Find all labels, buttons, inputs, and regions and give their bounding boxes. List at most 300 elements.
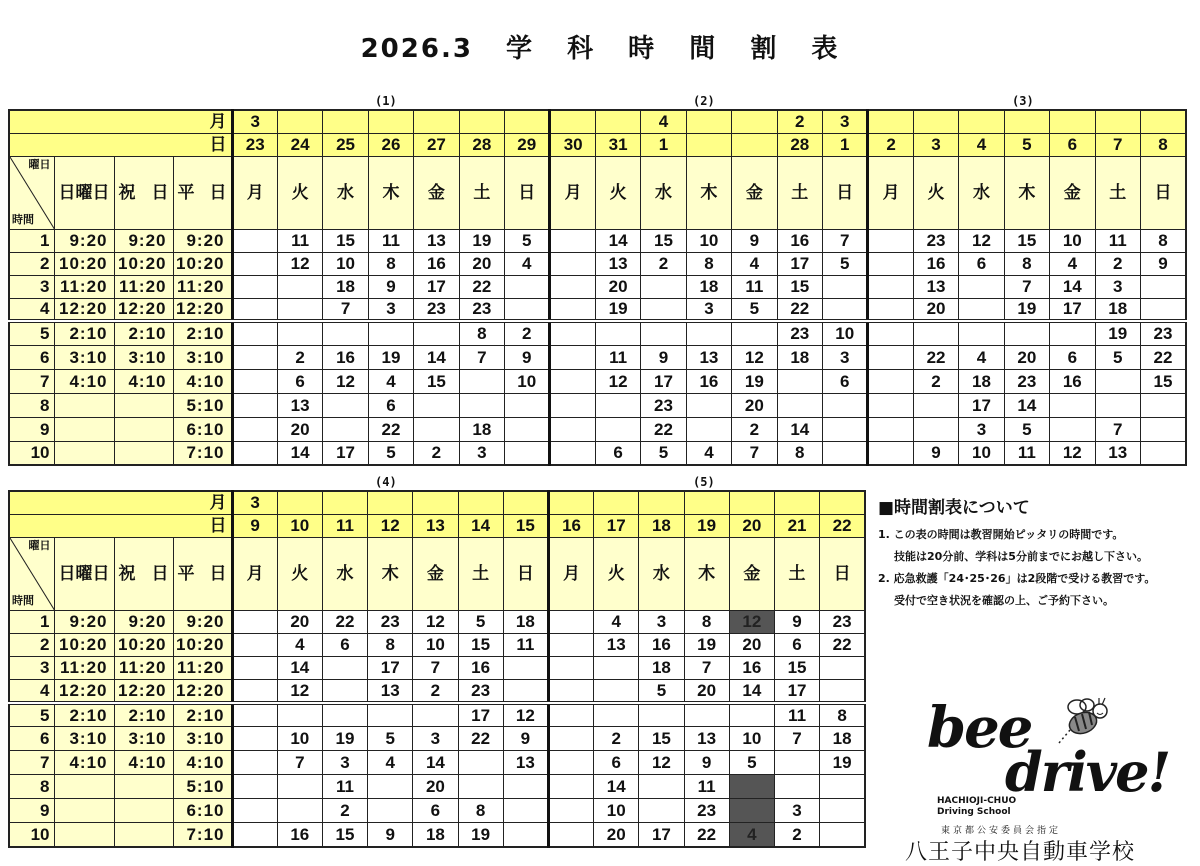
lesson-number-cell: 11: [684, 775, 729, 799]
lesson-number-cell: [505, 298, 550, 321]
lesson-number-cell: 9: [1140, 252, 1186, 275]
lesson-number-cell: 14: [277, 441, 322, 465]
lesson-number-cell: [820, 799, 865, 823]
lesson-number-cell: 23: [458, 680, 503, 703]
day-of-week-cell: 日: [822, 156, 867, 229]
day-of-week-cell: 火: [594, 537, 639, 610]
sunday-time: [54, 441, 114, 465]
lesson-number-cell: 12: [277, 680, 322, 703]
lesson-number-cell: [548, 823, 593, 847]
sunday-header: 日曜日: [54, 156, 114, 229]
lesson-number-cell: [1140, 393, 1186, 417]
period-number: 8: [9, 393, 54, 417]
lesson-number-cell: [232, 441, 277, 465]
period-number: 2: [9, 633, 54, 656]
title-char: 学: [506, 34, 535, 64]
lesson-number-cell: 17: [458, 703, 503, 727]
lesson-number-cell: 13: [686, 345, 731, 369]
lesson-number-cell: [322, 656, 367, 679]
lesson-number-cell: [232, 823, 277, 847]
lesson-number-cell: [232, 775, 277, 799]
lesson-number-cell: 4: [959, 345, 1004, 369]
lesson-number-cell: 6: [594, 751, 639, 775]
lesson-number-cell: [548, 680, 593, 703]
lesson-number-cell: 20: [595, 275, 640, 298]
title-char: 時: [628, 34, 657, 64]
lesson-number-cell: [913, 321, 958, 345]
lesson-number-cell: 7: [413, 656, 458, 679]
lesson-number-cell: 14: [414, 345, 459, 369]
period-number: 4: [9, 298, 54, 321]
month-cell: [820, 491, 865, 514]
lesson-number-cell: 22: [322, 610, 367, 633]
lesson-number-cell: [550, 393, 595, 417]
lesson-number-cell: 6: [959, 252, 1004, 275]
blocked-lesson-cell: 12: [729, 610, 774, 633]
lesson-number-cell: 16: [1050, 369, 1095, 393]
lesson-number-cell: 23: [368, 610, 413, 633]
holiday-time: 3:10: [114, 727, 173, 751]
day-of-week-cell: 土: [774, 537, 819, 610]
lesson-number-cell: [548, 775, 593, 799]
lesson-number-cell: 7: [774, 727, 819, 751]
week-label-3: (3): [1012, 94, 1034, 108]
lesson-number-cell: [232, 275, 277, 298]
sunday-time: 10:20: [54, 633, 114, 656]
lesson-number-cell: 10: [729, 727, 774, 751]
period-number: 6: [9, 727, 54, 751]
weekday-time: 5:10: [173, 393, 232, 417]
lesson-number-cell: 9: [368, 275, 413, 298]
weekday-header-a: 平: [177, 564, 195, 584]
day-of-week-cell: 月: [232, 156, 277, 229]
lesson-number-cell: 11: [774, 703, 819, 727]
weekday-header-text: [174, 184, 231, 201]
lesson-number-cell: [820, 775, 865, 799]
month-row: [9, 491, 865, 514]
lesson-number-cell: 10: [594, 799, 639, 823]
lesson-number-cell: 8: [368, 252, 413, 275]
lesson-number-cell: 2: [774, 823, 819, 847]
lesson-number-cell: 7: [1095, 417, 1140, 441]
blocked-lesson-cell: 4: [729, 823, 774, 847]
day-of-week-cell: 火: [913, 156, 958, 229]
lesson-number-cell: [414, 321, 459, 345]
lesson-number-cell: 14: [594, 775, 639, 799]
date-cell: 22: [820, 514, 865, 537]
title-year-month: 2026.3: [360, 34, 473, 64]
lesson-number-cell: [505, 417, 550, 441]
day-of-week-cell: 金: [414, 156, 459, 229]
note-line-1: 1. この表の時間は教習開始ピッタリの時間です。: [878, 528, 1124, 541]
lesson-number-cell: [594, 680, 639, 703]
lesson-number-cell: 19: [459, 229, 504, 252]
lesson-number-cell: 20: [684, 680, 729, 703]
lesson-number-cell: [232, 252, 277, 275]
diagonal-header-cell: [9, 537, 54, 610]
day-of-week-cell: 金: [732, 156, 777, 229]
month-cell: [1140, 110, 1186, 133]
weekday-header-a: 平: [177, 183, 195, 202]
lesson-number-cell: 5: [641, 441, 686, 465]
lesson-number-cell: 11: [595, 345, 640, 369]
date-cell: 18: [639, 514, 684, 537]
lesson-number-cell: 5: [732, 298, 777, 321]
lesson-number-cell: [774, 775, 819, 799]
lesson-number-cell: [641, 275, 686, 298]
lesson-number-cell: [232, 229, 277, 252]
lesson-number-cell: 8: [459, 321, 504, 345]
lesson-number-cell: [232, 321, 277, 345]
lesson-number-cell: 7: [684, 656, 729, 679]
lesson-number-cell: 17: [1050, 298, 1095, 321]
holiday-time: 9:20: [114, 610, 173, 633]
notes-heading: ■時間割表について: [878, 498, 1030, 518]
lesson-number-cell: 5: [822, 252, 867, 275]
month-cell: 3: [232, 110, 277, 133]
date-cell: 26: [368, 133, 413, 156]
weekday-time: 2:10: [173, 321, 232, 345]
lesson-number-cell: [686, 321, 731, 345]
lesson-number-cell: [777, 369, 822, 393]
lesson-number-cell: [413, 703, 458, 727]
lesson-number-cell: [322, 680, 367, 703]
lesson-number-cell: [322, 703, 367, 727]
lesson-number-cell: 7: [459, 345, 504, 369]
month-cell: [550, 110, 595, 133]
day-label: 日: [9, 514, 232, 537]
period-row: [9, 393, 1186, 417]
day-of-week-cell: 月: [548, 537, 593, 610]
day-of-week-cell: 木: [368, 156, 413, 229]
day-of-week-cell: 金: [729, 537, 774, 610]
lesson-number-cell: 3: [368, 298, 413, 321]
day-of-week-cell: 日: [503, 537, 548, 610]
holiday-time: 10:20: [114, 633, 173, 656]
lesson-number-cell: 9: [368, 823, 413, 847]
lesson-number-cell: 3: [639, 610, 684, 633]
month-cell: [639, 491, 684, 514]
lesson-number-cell: 18: [777, 345, 822, 369]
date-cell: 11: [322, 514, 367, 537]
lesson-number-cell: 6: [822, 369, 867, 393]
lesson-number-cell: 22: [913, 345, 958, 369]
lesson-number-cell: [639, 775, 684, 799]
title-char: 表: [811, 34, 840, 64]
weekday-time: 9:20: [173, 610, 232, 633]
lesson-number-cell: 13: [368, 680, 413, 703]
date-cell: 15: [503, 514, 548, 537]
month-cell: [505, 110, 550, 133]
lesson-number-cell: 10: [959, 441, 1004, 465]
lesson-number-cell: [550, 369, 595, 393]
lesson-number-cell: 16: [414, 252, 459, 275]
day-of-week-cell: 火: [595, 156, 640, 229]
weekday-time: 9:20: [173, 229, 232, 252]
lesson-number-cell: [505, 393, 550, 417]
sunday-time: 9:20: [54, 229, 114, 252]
lesson-number-cell: 6: [368, 393, 413, 417]
month-cell: [277, 110, 322, 133]
holiday-time: 4:10: [114, 751, 173, 775]
weekday-time: 4:10: [173, 751, 232, 775]
lesson-number-cell: 15: [774, 656, 819, 679]
period-row: [9, 680, 865, 703]
month-cell: [595, 110, 640, 133]
lesson-number-cell: 19: [458, 823, 503, 847]
lesson-number-cell: 18: [639, 656, 684, 679]
lesson-number-cell: 2: [913, 369, 958, 393]
holiday-header: [114, 537, 173, 610]
holiday-header-b: 日: [151, 183, 169, 202]
lesson-number-cell: 5: [458, 610, 503, 633]
lesson-number-cell: 8: [458, 799, 503, 823]
lesson-number-cell: 16: [686, 369, 731, 393]
lesson-number-cell: 20: [277, 610, 322, 633]
lesson-number-cell: [820, 823, 865, 847]
lesson-number-cell: [732, 321, 777, 345]
date-cell: 12: [368, 514, 413, 537]
lesson-number-cell: [959, 321, 1004, 345]
lesson-number-cell: [277, 799, 322, 823]
lesson-number-cell: [595, 393, 640, 417]
period-number: 3: [9, 275, 54, 298]
lesson-number-cell: 4: [1050, 252, 1095, 275]
lesson-number-cell: 4: [732, 252, 777, 275]
sunday-time: [54, 417, 114, 441]
sunday-time: [54, 799, 114, 823]
lesson-number-cell: [686, 417, 731, 441]
lesson-number-cell: 10: [505, 369, 550, 393]
month-cell: [1050, 110, 1095, 133]
holiday-header-b: 日: [151, 564, 169, 584]
lesson-number-cell: 15: [777, 275, 822, 298]
period-number: 3: [9, 656, 54, 679]
lesson-number-cell: [1050, 393, 1095, 417]
sunday-time: 4:10: [54, 369, 114, 393]
date-cell: 1: [641, 133, 686, 156]
lesson-number-cell: [550, 345, 595, 369]
day-row: [9, 514, 865, 537]
lesson-number-cell: [323, 393, 368, 417]
lesson-number-cell: 2: [641, 252, 686, 275]
date-cell: 7: [1095, 133, 1140, 156]
sunday-time: [54, 393, 114, 417]
weekday-time: 10:20: [173, 633, 232, 656]
lesson-number-cell: 4: [277, 633, 322, 656]
day-of-week-cell: 金: [413, 537, 458, 610]
weekday-header-b: 日: [209, 564, 227, 584]
date-cell: 28: [459, 133, 504, 156]
period-row: [9, 369, 1186, 393]
day-of-week-cell: 木: [1004, 156, 1049, 229]
period-number: 5: [9, 703, 54, 727]
day-of-week-cell: 水: [323, 156, 368, 229]
week-label-5: (5): [693, 475, 715, 489]
day-of-week-cell: 月: [232, 537, 277, 610]
holiday-time: 11:20: [114, 275, 173, 298]
period-row: [9, 799, 865, 823]
lesson-number-cell: 7: [1004, 275, 1049, 298]
lesson-number-cell: [777, 393, 822, 417]
lesson-number-cell: [1140, 417, 1186, 441]
weekday-time: 7:10: [173, 823, 232, 847]
day-of-week-cell: 金: [1050, 156, 1095, 229]
month-cell: [368, 110, 413, 133]
lesson-number-cell: [959, 275, 1004, 298]
month-cell: [1004, 110, 1049, 133]
lesson-number-cell: 11: [277, 229, 322, 252]
lesson-number-cell: 18: [686, 275, 731, 298]
day-of-week-cell: 土: [1095, 156, 1140, 229]
period-number: 10: [9, 823, 54, 847]
lesson-number-cell: 17: [414, 275, 459, 298]
lesson-number-cell: 23: [684, 799, 729, 823]
week-label-1: (1): [375, 94, 397, 108]
period-number: 10: [9, 441, 54, 465]
period-row: [9, 633, 865, 656]
lesson-number-cell: 3: [774, 799, 819, 823]
week-label-4: (4): [375, 475, 397, 489]
blocked-lesson-cell: [729, 799, 774, 823]
holiday-header: [114, 156, 173, 229]
date-cell: 24: [277, 133, 322, 156]
lesson-number-cell: 20: [1004, 345, 1049, 369]
lesson-number-cell: 2: [505, 321, 550, 345]
period-number: 6: [9, 345, 54, 369]
holiday-time: 3:10: [114, 345, 173, 369]
sunday-time: 2:10: [54, 703, 114, 727]
lesson-number-cell: 13: [277, 393, 322, 417]
lesson-number-cell: 7: [323, 298, 368, 321]
lesson-number-cell: [505, 441, 550, 465]
lesson-number-cell: 3: [1095, 275, 1140, 298]
lesson-number-cell: 22: [820, 633, 865, 656]
lesson-number-cell: [1050, 417, 1095, 441]
lesson-number-cell: 9: [732, 229, 777, 252]
lesson-number-cell: [277, 703, 322, 727]
lesson-number-cell: [595, 321, 640, 345]
lesson-number-cell: 14: [277, 656, 322, 679]
logo-word-drive: drive!: [1005, 740, 1170, 804]
sunday-time: 12:20: [54, 298, 114, 321]
period-number: 9: [9, 799, 54, 823]
lesson-number-cell: [639, 703, 684, 727]
lesson-number-cell: [232, 799, 277, 823]
lesson-number-cell: 11: [368, 229, 413, 252]
lesson-number-cell: 13: [684, 727, 729, 751]
day-of-week-cell: 土: [777, 156, 822, 229]
lesson-number-cell: 8: [1140, 229, 1186, 252]
period-number: 7: [9, 751, 54, 775]
holiday-header-text: [115, 184, 173, 201]
lesson-number-cell: 15: [458, 633, 503, 656]
period-row: [9, 321, 1186, 345]
lesson-number-cell: [595, 417, 640, 441]
lesson-number-cell: 22: [641, 417, 686, 441]
lesson-number-cell: 23: [459, 298, 504, 321]
lesson-number-cell: 19: [1004, 298, 1049, 321]
day-row: [9, 133, 1186, 156]
date-cell: 23: [232, 133, 277, 156]
note-line-4: 受付で空き状況を確認の上、ご予約下さい。: [894, 594, 1114, 607]
lesson-number-cell: 13: [1095, 441, 1140, 465]
lesson-number-cell: 17: [777, 252, 822, 275]
date-cell: 14: [458, 514, 503, 537]
date-cell: 4: [959, 133, 1004, 156]
logo-authorization: 東京都公安委員会指定: [941, 826, 1062, 836]
day-of-week-cell: 日: [820, 537, 865, 610]
day-of-week-cell: 木: [684, 537, 729, 610]
day-of-week-cell: 日: [505, 156, 550, 229]
diag-bottom-label: 時間: [12, 213, 34, 226]
day-of-week-cell: 木: [686, 156, 731, 229]
lesson-number-cell: 3: [322, 751, 367, 775]
month-label: 月: [9, 491, 232, 514]
lesson-number-cell: 10: [413, 633, 458, 656]
lesson-number-cell: [550, 441, 595, 465]
date-cell: 21: [774, 514, 819, 537]
month-cell: [458, 491, 503, 514]
lesson-number-cell: [822, 417, 867, 441]
lesson-number-cell: 18: [323, 275, 368, 298]
period-row: [9, 823, 865, 847]
lesson-number-cell: [550, 229, 595, 252]
lesson-number-cell: 4: [594, 610, 639, 633]
period-row: [9, 298, 1186, 321]
lesson-number-cell: [503, 799, 548, 823]
lesson-number-cell: [232, 703, 277, 727]
month-cell: [323, 110, 368, 133]
lesson-number-cell: 22: [777, 298, 822, 321]
lesson-number-cell: 15: [322, 823, 367, 847]
lesson-number-cell: [959, 298, 1004, 321]
lesson-number-cell: 9: [913, 441, 958, 465]
lesson-number-cell: [868, 345, 913, 369]
blocked-lesson-cell: [729, 775, 774, 799]
holiday-header-text: [115, 565, 173, 582]
day-of-week-cell: 火: [277, 537, 322, 610]
lesson-number-cell: [1140, 275, 1186, 298]
date-cell: 29: [505, 133, 550, 156]
lesson-number-cell: 15: [641, 229, 686, 252]
lesson-number-cell: [503, 775, 548, 799]
lesson-number-cell: 14: [729, 680, 774, 703]
lesson-number-cell: [868, 417, 913, 441]
day-of-week-cell: 日: [1140, 156, 1186, 229]
weekday-time: 3:10: [173, 345, 232, 369]
lesson-number-cell: [368, 321, 413, 345]
month-cell: [913, 110, 958, 133]
month-label: 月: [9, 110, 232, 133]
lesson-number-cell: 18: [503, 610, 548, 633]
lesson-number-cell: 2: [594, 727, 639, 751]
title-char: 科: [567, 34, 596, 64]
holiday-header-a: 祝: [118, 564, 136, 584]
period-number: 2: [9, 252, 54, 275]
period-row: [9, 345, 1186, 369]
holiday-header-a: 祝: [118, 183, 136, 202]
month-cell: [277, 491, 322, 514]
period-number: 5: [9, 321, 54, 345]
lesson-number-cell: 10: [277, 727, 322, 751]
lesson-number-cell: 2: [414, 441, 459, 465]
lesson-number-cell: 5: [639, 680, 684, 703]
holiday-time: 10:20: [114, 252, 173, 275]
holiday-time: [114, 417, 173, 441]
lesson-number-cell: [1004, 321, 1049, 345]
lesson-number-cell: [822, 298, 867, 321]
